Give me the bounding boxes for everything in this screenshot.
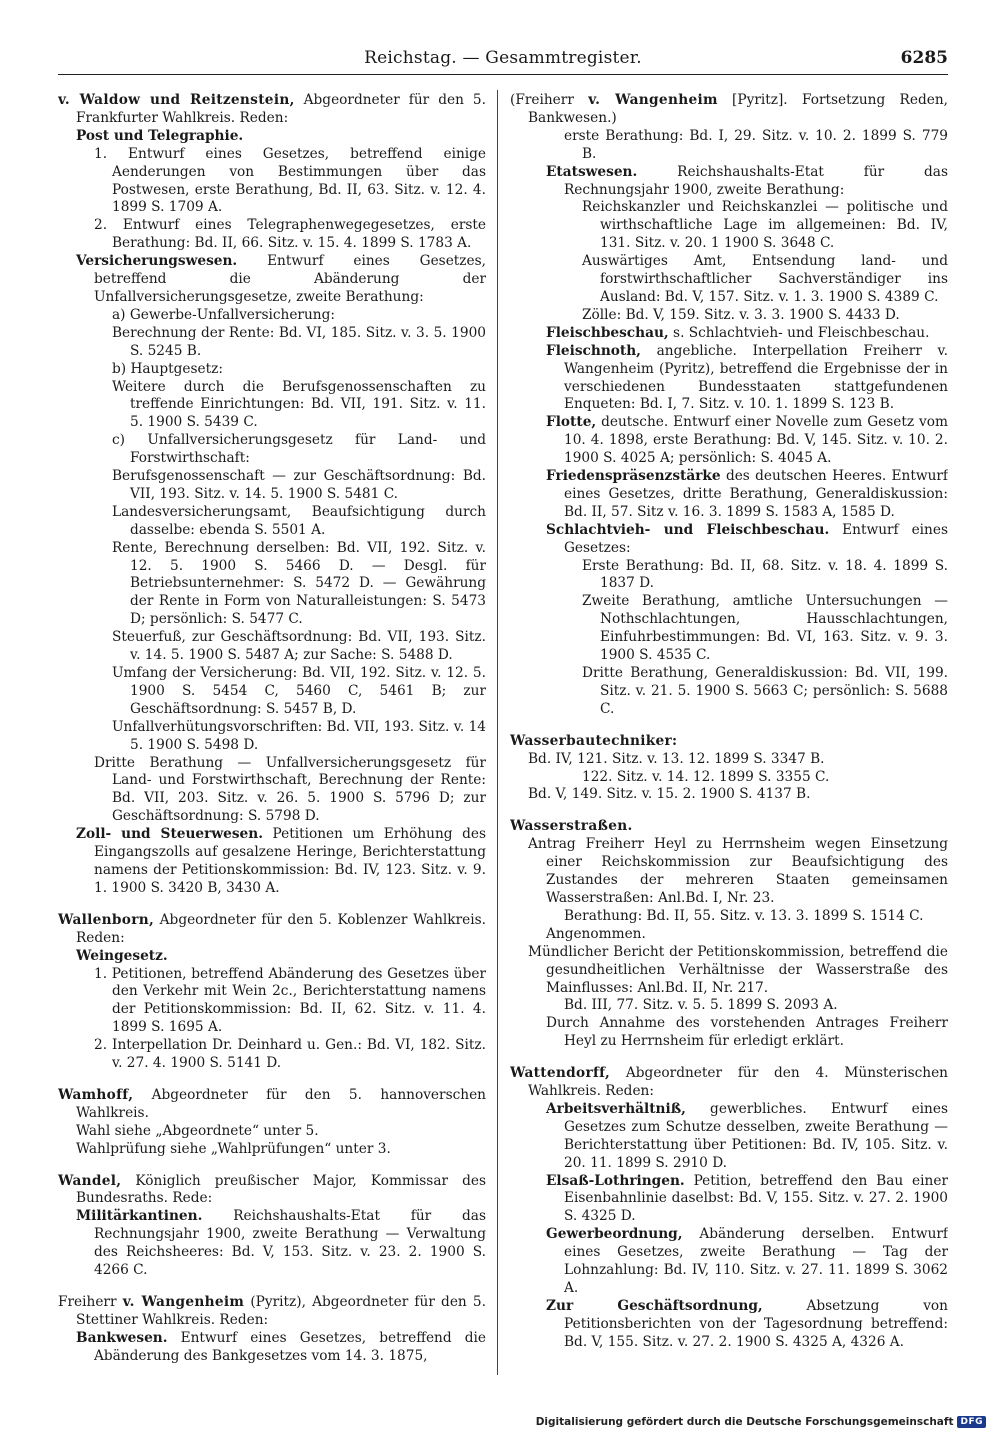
person-name: Wamhoff, <box>58 1086 134 1103</box>
index-entry <box>58 1087 486 1159</box>
entry-text: 2. Entwurf eines Telegraphenwegegesetzes, erste Berathung: Bd. II, 66. Sitz. v. 15. 4. 1899 S. 1783 A. <box>94 217 486 252</box>
entry-line <box>510 1065 948 1101</box>
person-name: Wallenborn, <box>58 911 155 928</box>
person-name: Wattendorff, <box>510 1065 611 1082</box>
running-title: Reichstag. — Gesammtregister. <box>364 48 642 68</box>
entry-line <box>510 733 948 751</box>
entry-line <box>510 751 948 769</box>
person-name: Wasserstraßen. <box>510 818 633 835</box>
entry-text: 1. Petitionen, betreffend Abänderung des Gesetzes über den Verkehr mit Wein 2c., Berichterstattung namens der Petitionskommission: Bd. II, 62. Sitz. v. 11. 4. 1899 S. 1695 A. <box>94 965 486 1036</box>
topic-heading: Flotte, <box>546 414 597 431</box>
index-entry <box>510 733 948 805</box>
entry-text: Königlich preußischer Major, Kommissar des Bundesraths. Rede: <box>76 1172 486 1207</box>
topic-heading: Schlachtvieh- und Fleischbeschau. <box>546 521 830 538</box>
entry-line <box>58 1123 486 1141</box>
entry-text: Petitionen um Erhöhung des Eingangszolls auf gesalzene Heringe, Berichterstattung namens der Petitionskommission: Bd. IV, 123. Sitz. v. 9. 1. 1900 S. 3420 B, 3430 A. <box>94 826 486 896</box>
entry-line <box>58 1087 486 1123</box>
entry-line <box>58 755 486 827</box>
entry-line <box>510 199 948 253</box>
entry-line <box>58 1208 486 1280</box>
entry-line <box>58 665 486 719</box>
topic-heading: Fleischnoth, <box>546 342 641 359</box>
entry-text: Berathung: Bd. II, 55. Sitz. v. 13. 3. 1899 S. 1514 C. <box>564 907 924 924</box>
footer <box>536 1416 986 1428</box>
entry-text: b) Hauptgesetz: <box>112 360 223 377</box>
entry-text: Dritte Berathung — Unfallversicherungsgesetz für Land- und Forstwirthschaft, Berechnung der Rente: Bd. VII, 203. Sitz. v. 26. 5. 1900 S. 5796 D; zur Geschäftsordnung: S. 5798 D. <box>94 754 486 825</box>
entry-line <box>58 504 486 540</box>
entry-line <box>510 522 948 558</box>
entry-line <box>58 253 486 307</box>
topic-heading: Etatswesen. <box>546 163 638 180</box>
entry-text: Abgeordneter für den 4. Münsterischen Wahlkreis. Reden: <box>528 1065 948 1100</box>
entry-line <box>58 826 486 898</box>
topic-heading: Bankwesen. <box>76 1329 168 1346</box>
entry-line <box>510 253 948 307</box>
entry-line <box>510 908 948 926</box>
entry-text: Entwurf eines Gesetzes, betreffend die Abänderung der Unfallversicherungsgesetze, zweite Berathung: <box>94 253 486 305</box>
entry-line <box>58 966 486 1038</box>
entry-line <box>510 818 948 836</box>
entry-text: Dritte Berathung, Generaldiskussion: Bd. VII, 199. Sitz. v. 21. 5. 1900 S. 5663 C; persönlich: S. 5688 C. <box>582 665 948 717</box>
index-entry <box>58 1173 486 1280</box>
entry-line <box>58 629 486 665</box>
entry-text: Bd. V, 149. Sitz. v. 15. 2. 1900 S. 4137 B. <box>528 786 811 803</box>
person-name: Wasserbautechniker: <box>510 732 678 749</box>
entry-line <box>58 146 486 218</box>
topic-heading: Zoll- und Steuerwesen. <box>76 826 263 843</box>
entry-line <box>58 948 486 966</box>
index-entry <box>510 92 948 719</box>
right-column <box>510 92 948 1392</box>
entry-text: gewerbliches. Entwurf eines Gesetzes zum Schutze desselben, zweite Berathung — Berichterstattung über Petitionen: Bd. IV, 105. Sitz. v. 20. 11. 1899 S. 2910 D. <box>564 1100 948 1171</box>
entry-text: Bd. IV, 121. Sitz. v. 13. 12. 1899 S. 3347 B. <box>528 750 825 767</box>
entry-line <box>58 719 486 755</box>
left-column <box>58 92 486 1392</box>
entry-text: erste Berathung: Bd. I, 29. Sitz. v. 10. 2. 1899 S. 779 B. <box>564 127 948 162</box>
entry-line <box>510 1226 948 1298</box>
entry-text: Durch Annahme des vorstehenden Antrages Freiherr Heyl zu Herrnsheim für erledigt erklärt. <box>546 1015 948 1050</box>
index-entry <box>58 1294 486 1366</box>
entry-text: des deutschen Heeres. Entwurf eines Gesetzes, dritte Berathung, Generaldiskussion: Bd. II, 57. Sitz v. 16. 3. 1899 S. 1583 A, 1585 D. <box>564 468 948 520</box>
index-entry <box>58 912 486 1073</box>
entry-text: Auswärtiges Amt, Entsendung land- und forstwirthschaftlicher Sachverständiger ins Ausland: Bd. V, 157. Sitz. v. 1. 3. 1900 S. 4389 C. <box>582 253 948 305</box>
entry-text: Abgeordneter für den 5. Frankfurter Wahlkreis. Reden: <box>76 92 486 126</box>
entry-text: Absetzung von Petitionsberichten von der Tagesordnung betreffend: Bd. V, 155. Sitz. v. 27. 2. 1900 S. 4325 A, 4326 A. <box>564 1297 948 1350</box>
entry-text: Unfallverhütungsvorschriften: Bd. VII, 193. Sitz. v. 14 5. 1900 S. 5498 D. <box>112 718 486 753</box>
entry-text: [Pyritz]. Fortsetzung Reden, Bankwesen.) <box>528 92 948 126</box>
entry-text: Landesversicherungsamt, Beaufsichtigung durch dasselbe: ebenda S. 5501 A. <box>112 503 486 538</box>
person-name: v. Waldow und Reitzenstein, <box>58 92 295 108</box>
entry-line <box>510 1101 948 1173</box>
entry-text: Bd. III, 77. Sitz. v. 5. 5. 1899 S. 2093 A. <box>564 997 838 1014</box>
entry-text: Zweite Berathung, amtliche Untersuchungen — Nothschlachtungen, Hausschlachtungen, Einfuhrbestimmungen: Bd. VI, 163. Sitz. v. 9. 3. 1900 S. 4535 C. <box>582 593 948 664</box>
entry-line <box>58 912 486 948</box>
column-divider <box>497 90 498 1375</box>
page-number: 6285 <box>900 48 948 68</box>
entry-line <box>58 128 486 146</box>
entry-line <box>510 414 948 468</box>
entry-line <box>58 92 486 128</box>
entry-text: Berufsgenossenschaft — zur Geschäftsordnung: Bd. VII, 193. Sitz. v. 14. 5. 1900 S. 5481 C. <box>112 468 486 502</box>
entry-line <box>510 1298 948 1352</box>
entry-text: (Pyritz), Abgeordneter für den 5. Stettiner Wahlkreis. Reden: <box>76 1294 486 1328</box>
entry-text: Wahl siehe „Abgeordnete“ unter 5. <box>76 1122 319 1139</box>
entry-text: deutsche. Entwurf einer Novelle zum Gesetz vom 10. 4. 1898, erste Berathung: Bd. V, 145. Sitz. v. 10. 2. 1900 S. 4025 A; persönlich: S. 4045 A. <box>564 414 948 467</box>
entry-line <box>510 307 948 325</box>
entry-line <box>58 361 486 379</box>
entry-line <box>510 325 948 343</box>
entry-line <box>58 217 486 253</box>
entry-line <box>510 128 948 164</box>
topic-heading: Friedenspräsenzstärke <box>546 468 721 485</box>
entry-text: 1. Entwurf eines Gesetzes, betreffend einige Aenderungen von Bestimmungen über das Postwesen, erste Berathung, Bd. II, 63. Sitz. v. 12. 4. 1899 S. 1709 A. <box>94 145 486 216</box>
entry-text: Reichshaushalts-Etat für das Rechnungsjahr 1900, zweite Berathung: <box>564 163 948 198</box>
entry-text: Berechnung der Rente: Bd. VI, 185. Sitz. v. 3. 5. 1900 S. 5245 B. <box>112 324 486 359</box>
entry-line <box>510 92 948 128</box>
page-header <box>58 44 948 75</box>
entry-text: (Freiherr <box>510 92 589 108</box>
entry-text: Abgeordneter für den 5. hannoverschen Wahlkreis. <box>76 1086 486 1121</box>
entry-text: Steuerfuß, zur Geschäftsordnung: Bd. VII, 193. Sitz. v. 14. 5. 1900 S. 5487 A; zur Sache: S. 5488 D. <box>112 629 486 664</box>
entry-line <box>58 1294 486 1330</box>
entry-text: Rente, Berechnung derselben: Bd. VII, 192. Sitz. v. 12. 5. 1900 S. 5466 D. — Desgl. für Betriebsunternehmer: S. 5472 D. — Gewährung der Rente in Form von Naturalleistungen: S. 5473 D; persönlich: S. 5477 C. <box>112 539 486 628</box>
entry-text: s. Schlachtvieh- und Fleischbeschau. <box>668 324 930 341</box>
topic-heading: Fleischbeschau, <box>546 324 669 341</box>
entry-text: 2. Interpellation Dr. Deinhard u. Gen.: Bd. VI, 182. Sitz. v. 27. 4. 1900 S. 5141 D. <box>94 1037 486 1072</box>
entry-line <box>510 593 948 665</box>
entry-line <box>58 1037 486 1073</box>
entry-line <box>510 1173 948 1227</box>
entry-text: Entwurf eines Gesetzes: <box>564 521 948 556</box>
topic-heading: Militärkantinen. <box>76 1208 203 1225</box>
entry-text: angebliche. Interpellation Freiherr v. Wangenheim (Pyritz), betreffend die Ergebnisse der in verschiedenen Bundesstaaten stattgefundenen Enqueten: Bd. I, 7. Sitz. v. 10. 1. 1899 S. 123 B. <box>564 342 948 413</box>
entry-line <box>58 468 486 504</box>
topic-heading: Weingesetz. <box>76 947 168 964</box>
entry-line <box>510 836 948 908</box>
entry-text: Erste Berathung: Bd. II, 68. Sitz. v. 18. 4. 1899 S. 1837 D. <box>582 557 948 592</box>
entry-line <box>58 1330 486 1366</box>
topic-heading: Arbeitsverhältniß, <box>546 1100 686 1117</box>
index-entry <box>58 92 486 898</box>
entry-line <box>58 325 486 361</box>
person-name: v. Wangenheim <box>122 1294 245 1310</box>
entry-text: Entwurf eines Gesetzes, betreffend die Abänderung des Bankgesetzes vom 14. 3. 1875, <box>94 1329 486 1364</box>
topic-heading: Elsaß-Lothringen. <box>546 1172 685 1189</box>
entry-line <box>510 1015 948 1051</box>
entry-line <box>510 944 948 998</box>
entry-text: Reichskanzler und Reichskanzlei — politische und wirthschaftliche Lage im allgemeinen: Bd. IV, 131. Sitz. v. 20. 1 1900 S. 3648 C. <box>582 199 948 252</box>
entry-text: Abänderung derselben. Entwurf eines Gesetzes, zweite Berathung — Tag der Lohnzahlung: Bd. IV, 110. Sitz. v. 27. 11. 1899 S. 3062 A. <box>564 1226 948 1296</box>
entry-line <box>510 926 948 944</box>
topic-heading: Zur Geschäftsordnung, <box>546 1297 763 1314</box>
entry-text: Umfang der Versicherung: Bd. VII, 192. Sitz. v. 12. 5. 1900 S. 5454 C, 5460 C, 5461 B; zur Geschäftsordnung: S. 5457 B, D. <box>112 665 486 717</box>
entry-line <box>58 432 486 468</box>
person-name: v. Wangenheim <box>588 92 718 108</box>
index-entry <box>510 1065 948 1352</box>
entry-text: Freiherr <box>58 1294 123 1310</box>
entry-line <box>58 307 486 325</box>
topic-heading: Versicherungswesen. <box>76 253 238 270</box>
topic-heading: Post und Telegraphie. <box>76 127 244 144</box>
entry-line <box>510 997 948 1015</box>
index-entry <box>510 818 948 1051</box>
footer-credit: Digitalisierung gefördert durch die Deutsche Forschungsgemeinschaft <box>535 1416 954 1428</box>
topic-heading: Gewerbeordnung, <box>546 1226 683 1243</box>
dfg-logo: DFG <box>957 1416 986 1428</box>
entry-text: 122. Sitz. v. 14. 12. 1899 S. 3355 C. <box>582 768 830 785</box>
entry-line <box>510 343 948 415</box>
entry-text: c) Unfallversicherungsgesetz für Land- und Forstwirthschaft: <box>112 432 486 467</box>
entry-text: Weitere durch die Berufsgenossenschaften zu treffende Einrichtungen: Bd. VII, 191. Sitz. v. 11. 5. 1900 S. 5439 C. <box>112 378 486 431</box>
entry-line <box>510 558 948 594</box>
entry-text: Wahlprüfung siehe „Wahlprüfungen“ unter 3. <box>76 1140 391 1157</box>
entry-text: Mündlicher Bericht der Petitionskommission, betreffend die gesundheitlichen Verhältnisse der Wasserstraße des Mainflusses: Anl.Bd. II, Nr. 217. <box>528 943 948 996</box>
entry-line <box>510 769 948 787</box>
entry-line <box>58 1173 486 1209</box>
entry-text: Zölle: Bd. V, 159. Sitz. v. 3. 3. 1900 S. 4433 D. <box>582 306 900 323</box>
entry-text: Antrag Freiherr Heyl zu Herrnsheim wegen Einsetzung einer Reichskommission zur Beaufsichtigung des Zustandes der mehreren Staaten gemeinsamen Wasserstraßen: Anl.Bd. I, Nr. 23. <box>528 836 948 906</box>
entry-line <box>510 468 948 522</box>
person-name: Wandel, <box>58 1172 122 1189</box>
entry-text: Angenommen. <box>546 925 646 942</box>
entry-line <box>510 665 948 719</box>
entry-line <box>58 1141 486 1159</box>
entry-text: Petition, betreffend den Bau einer Eisenbahnlinie daselbst: Bd. V, 155. Sitz. v. 27. 2. 1900 S. 4325 D. <box>564 1172 948 1225</box>
entry-line <box>58 379 486 433</box>
entry-line <box>58 540 486 630</box>
entry-text: Reichshaushalts-Etat für das Rechnungsjahr 1900, zweite Berathung — Verwaltung des Reichsheeres: Bd. V, 153. Sitz. v. 23. 2. 1900 S. 4266 C. <box>94 1208 486 1279</box>
entry-text: a) Gewerbe-Unfallversicherung: <box>112 306 335 323</box>
entry-text: Abgeordneter für den 5. Koblenzer Wahlkreis. Reden: <box>76 911 486 946</box>
entry-line <box>510 164 948 200</box>
entry-line <box>510 786 948 804</box>
